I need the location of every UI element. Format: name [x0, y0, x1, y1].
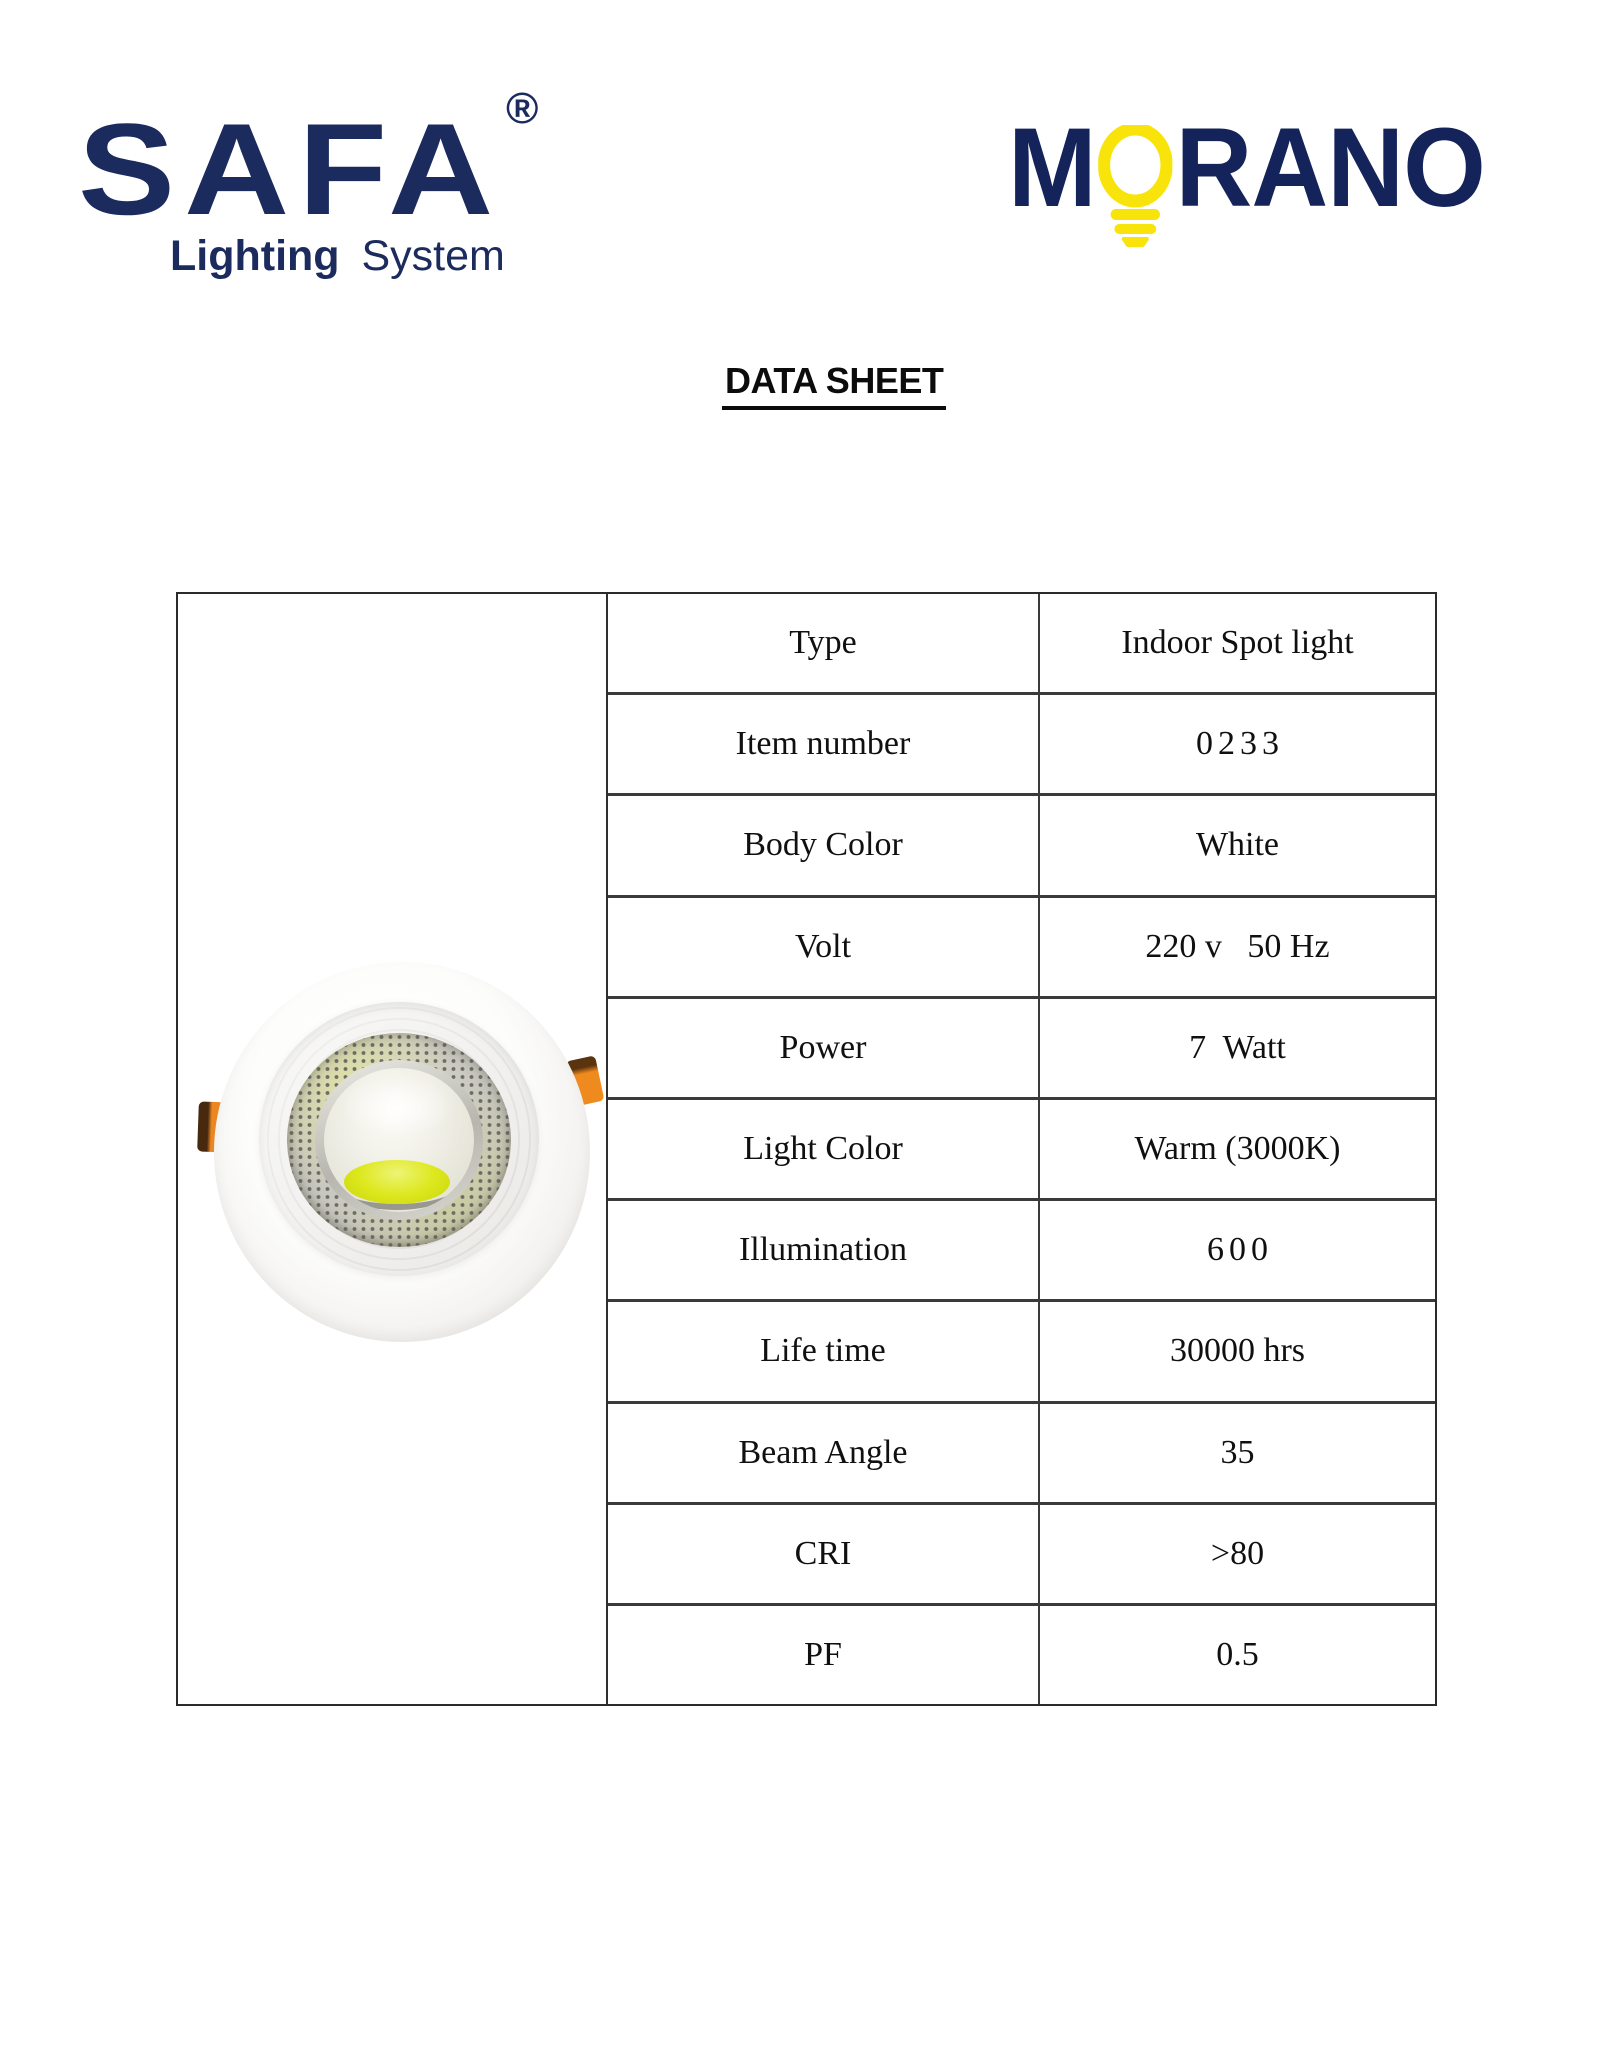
- spec-label: Type: [608, 594, 1040, 692]
- morano-logo-text-m: M: [1008, 105, 1096, 230]
- table-row: [608, 1505, 1435, 1606]
- spec-value: Warm (3000K): [1134, 1130, 1341, 1168]
- morano-logo: [1008, 105, 1485, 247]
- lightbulb-icon: [1099, 125, 1173, 247]
- morano-logo-text-rano: RANO: [1175, 105, 1485, 230]
- safa-logo-subtitle: [170, 232, 505, 281]
- table-row: [608, 1201, 1435, 1302]
- spec-label: Item number: [608, 695, 1040, 793]
- spec-value: 220 v 50 Hz: [1145, 927, 1330, 965]
- lens-highlight: [342, 1076, 454, 1138]
- spec-value: 7 Watt: [1189, 1028, 1286, 1066]
- page-title: DATA SHEET: [722, 360, 946, 410]
- table-row: [608, 898, 1435, 999]
- spec-label: PF: [608, 1606, 1040, 1704]
- spec-value: 0233: [1196, 725, 1284, 763]
- spec-label: Illumination: [608, 1201, 1040, 1299]
- spec-label: Beam Angle: [608, 1404, 1040, 1502]
- spec-table: [176, 592, 1437, 1706]
- table-row: [608, 796, 1435, 897]
- spec-label: Light Color: [608, 1100, 1040, 1198]
- spec-value: 30000 hrs: [1169, 1332, 1306, 1370]
- spec-label: Volt: [608, 898, 1040, 996]
- spec-value: White: [1195, 826, 1280, 864]
- spec-label: Body Color: [608, 796, 1040, 894]
- table-row: [608, 1302, 1435, 1403]
- spec-rows: [608, 594, 1435, 1704]
- spec-value: 35: [1220, 1433, 1255, 1471]
- safa-subtitle-lighting: Lighting: [170, 232, 340, 280]
- spotlight-lens: [324, 1068, 474, 1212]
- cob-led-glow: [344, 1160, 450, 1204]
- spec-value: 0.5: [1216, 1635, 1259, 1673]
- registered-trademark-icon: ®: [506, 84, 539, 133]
- table-row: [608, 1606, 1435, 1704]
- safa-logo: [78, 84, 558, 280]
- spec-value: Indoor Spot light: [1121, 624, 1354, 662]
- table-row: [608, 999, 1435, 1100]
- safa-subtitle-system: System: [361, 232, 505, 280]
- spec-value: >80: [1210, 1534, 1265, 1572]
- spec-value: 600: [1207, 1231, 1273, 1269]
- safa-logo-text: SAFA: [78, 96, 503, 242]
- table-row: [608, 594, 1435, 695]
- table-row: [608, 1100, 1435, 1201]
- product-photo-spotlight: [214, 962, 590, 1342]
- spec-label: Life time: [608, 1302, 1040, 1400]
- table-row: [608, 1404, 1435, 1505]
- spec-label: CRI: [608, 1505, 1040, 1603]
- table-row: [608, 695, 1435, 796]
- spec-label: Power: [608, 999, 1040, 1097]
- product-photo-cell: [178, 594, 608, 1704]
